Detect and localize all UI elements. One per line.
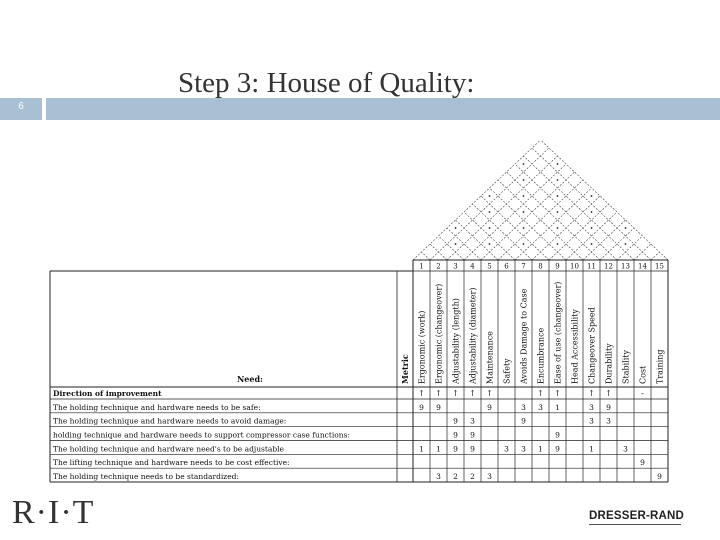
metric-label: Safety — [502, 358, 512, 384]
column-number: 3 — [453, 262, 458, 271]
correlation-mark — [557, 179, 559, 181]
metric-label: Maintenance — [485, 331, 495, 384]
rit-logo: R·I·T — [12, 494, 95, 531]
relationship-value: 1 — [555, 402, 560, 412]
metric-header: Metric — [400, 354, 410, 384]
metric-label: Avoids Damage to Case — [519, 288, 529, 384]
column-number: 1 — [419, 262, 424, 271]
relationship-value: 9 — [470, 444, 475, 454]
metric-label: Adjustability (length) — [451, 298, 461, 384]
relationship-value: 1 — [589, 444, 594, 454]
correlation-roof — [413, 140, 668, 260]
direction-arrow: ↑ — [435, 389, 442, 398]
correlation-mark — [489, 227, 491, 229]
relationship-value: 9 — [657, 472, 662, 481]
correlation-mark — [625, 227, 627, 229]
relationship-value: 3 — [521, 444, 526, 454]
column-number: 15 — [655, 262, 664, 271]
relationship-value: 9 — [555, 430, 560, 440]
correlation-mark — [557, 195, 559, 197]
relationship-value: 9 — [521, 416, 526, 426]
relationship-value: 3 — [436, 472, 441, 481]
correlation-mark — [557, 163, 559, 165]
relationship-value: 9 — [453, 444, 458, 454]
roof-lattice-line — [422, 252, 431, 260]
need-label: holding technique and hardware needs to support compressor case functions: — [53, 430, 350, 440]
metric-label: Ergonomic (work) — [417, 310, 427, 384]
column-number: 7 — [521, 262, 526, 271]
metric-label: Ergonomic (changeover) — [434, 283, 444, 384]
metric-label: Encumbrance — [536, 327, 546, 384]
correlation-mark — [489, 243, 491, 245]
roof-lattice-line — [481, 172, 575, 260]
relationship-value: 9 — [436, 402, 441, 412]
correlation-mark — [557, 211, 559, 213]
roof-lattice-line — [507, 172, 601, 260]
need-header: Need: — [236, 374, 264, 384]
correlation-mark — [523, 243, 525, 245]
relationship-value: 9 — [487, 402, 492, 412]
direction-arrow: ↑ — [554, 389, 561, 398]
correlation-mark — [523, 195, 525, 197]
metric-label: Adjustability (diameter) — [468, 287, 478, 384]
direction-arrow: ↑ — [469, 389, 476, 398]
need-label: The holding technique needs to be standardized: — [53, 472, 239, 481]
metric-label: Durability — [604, 343, 614, 384]
relationship-value: 9 — [606, 402, 611, 412]
direction-arrow: ↑ — [418, 389, 425, 398]
direction-arrow: ↑ — [605, 389, 612, 398]
correlation-mark — [455, 243, 457, 245]
column-number: 6 — [504, 262, 509, 271]
column-number: 13 — [621, 262, 630, 271]
correlation-mark — [523, 227, 525, 229]
roof-lattice-line — [515, 188, 592, 260]
relationship-value: 2 — [470, 472, 475, 481]
direction-arrow: - — [641, 389, 644, 398]
roof-lattice-line — [456, 220, 499, 260]
metric-label: Stability — [621, 350, 631, 384]
column-number: 2 — [436, 262, 441, 271]
correlation-mark — [523, 163, 525, 165]
need-label: The lifting technique and hardware needs to be cost effective: — [53, 458, 290, 468]
direction-arrow: ↑ — [537, 389, 544, 398]
relationship-value: 9 — [453, 416, 458, 426]
matrix-labels — [53, 263, 665, 482]
metric-label: Training — [655, 349, 665, 384]
relationship-value: 3 — [538, 402, 543, 412]
logo-underline — [589, 524, 681, 525]
column-number: 12 — [604, 262, 613, 271]
relationship-value: 1 — [538, 444, 543, 454]
relationship-value: 9 — [470, 430, 475, 440]
column-number: 8 — [538, 262, 543, 271]
roof-lattice-line — [490, 188, 567, 260]
need-label: The holding technique and hardware need's to be adjustable — [53, 444, 284, 454]
relationship-value: 3 — [623, 444, 628, 454]
direction-arrow: ↑ — [588, 389, 595, 398]
relationship-value: 3 — [470, 416, 475, 426]
relationship-value: 9 — [453, 430, 458, 440]
relationship-value: 3 — [606, 416, 611, 426]
column-number: 4 — [470, 262, 475, 271]
relationship-value: 3 — [504, 444, 509, 454]
correlation-mark — [557, 227, 559, 229]
column-number: 5 — [487, 262, 492, 271]
correlation-mark — [557, 243, 559, 245]
relationship-value: 1 — [419, 444, 424, 454]
correlation-mark — [591, 195, 593, 197]
relationship-value: 3 — [589, 402, 594, 412]
dresser-rand-logo: DRESSER-RAND — [589, 510, 685, 522]
metric-label: Cost — [638, 365, 648, 384]
relationship-value: 1 — [436, 444, 441, 454]
relationship-value: 3 — [589, 416, 594, 426]
correlation-mark — [625, 243, 627, 245]
slide-number: 6 — [18, 101, 24, 112]
roof-lattice-line — [413, 140, 541, 260]
correlation-mark — [489, 195, 491, 197]
relationship-value: 9 — [555, 444, 560, 454]
metric-label: Ease of use (changeover) — [553, 281, 563, 384]
correlation-mark — [489, 211, 491, 213]
relationship-value: 2 — [453, 472, 458, 481]
correlation-mark — [455, 227, 457, 229]
metric-label: Changeover Speed — [587, 307, 597, 384]
roof-lattice-line — [541, 140, 669, 260]
column-number: 10 — [570, 262, 579, 271]
need-label: The holding technique and hardware needs to avoid damage: — [53, 416, 287, 426]
correlation-mark — [523, 211, 525, 213]
correlation-mark — [523, 179, 525, 181]
column-number: 11 — [587, 262, 596, 271]
relationship-value: 3 — [521, 402, 526, 412]
correlation-mark — [591, 243, 593, 245]
column-number: 9 — [555, 262, 560, 271]
slide-title: Step 3: House of Quality: — [178, 67, 475, 99]
roof-lattice-line — [524, 156, 635, 260]
correlation-mark — [591, 211, 593, 213]
metric-label: Head Accessibility — [570, 309, 580, 384]
need-label: The holding technique and hardware needs to be safe: — [53, 402, 261, 412]
correlation-mark — [591, 227, 593, 229]
roof-lattice-line — [447, 156, 558, 260]
roof-lattice-line — [583, 220, 626, 260]
relationship-value: 9 — [640, 458, 645, 468]
relationship-value: 9 — [419, 402, 424, 412]
direction-arrow: ↑ — [486, 389, 493, 398]
direction-label: Direction of improvement — [53, 389, 162, 398]
column-number: 14 — [638, 262, 647, 271]
direction-arrow: ↑ — [452, 389, 459, 398]
roof-lattice-line — [651, 252, 660, 260]
relationship-value: 3 — [487, 472, 492, 481]
